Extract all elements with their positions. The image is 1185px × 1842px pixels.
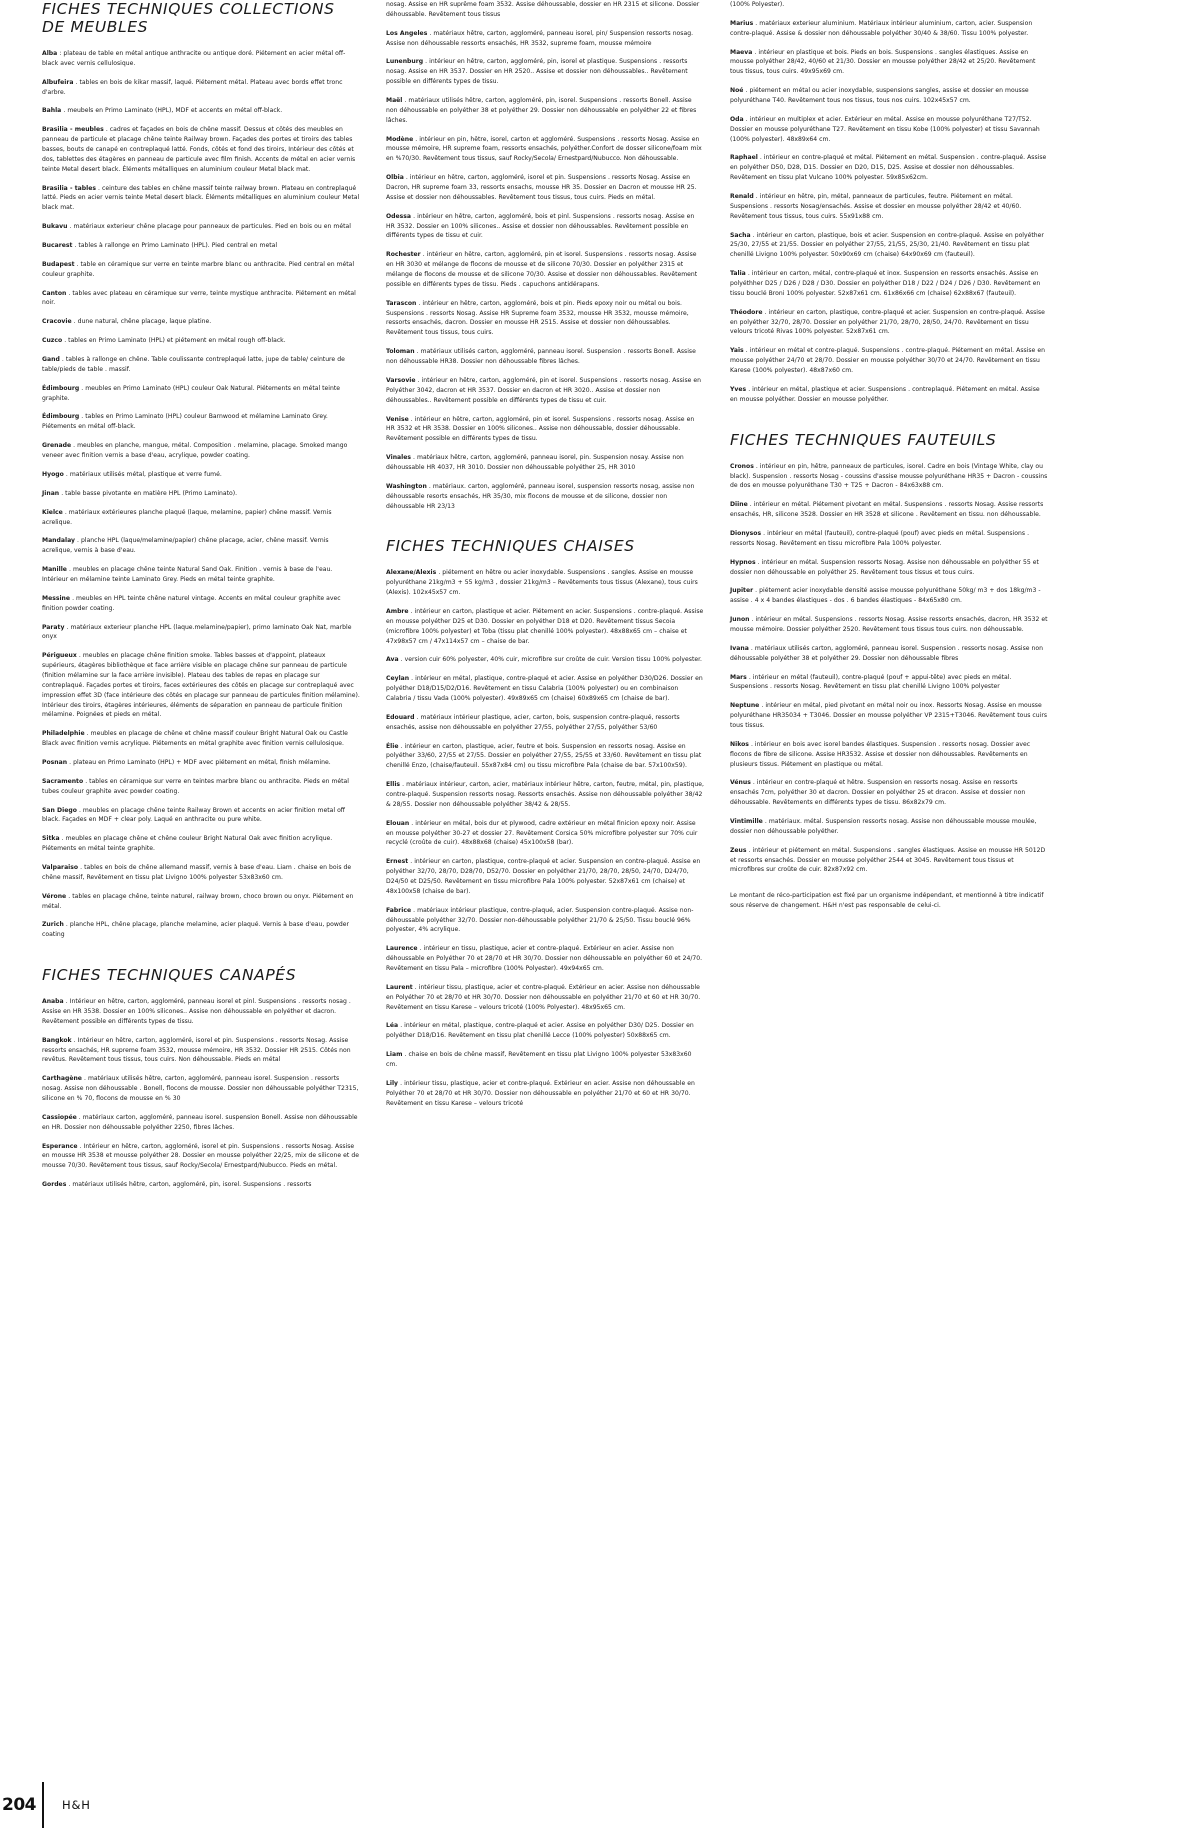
spec-entry-text: . intérieur en carton, plastique, bois et acier. Suspension en contre-plaqué. Assise en polyéther 25/30, 27/55 et 21/55. Dossier en polyéther 27/55, 21/55, 25/30, 21/40. Revêtement en tissu plat chenillé Livigno 100% polyester. 50x90x69 cm (chaise) 64x90x69 cm (fauteuil).: [730, 231, 1044, 259]
spec-entry-text: . meubels en Primo Laminato (HPL), MDF et accents en métal off-black.: [63, 107, 283, 115]
spec-entry-text: . intérieur en carton, plastique et acier. Piétement en acier. Suspensions . contre-plaqué. Assise en mousse polyéther D25 et D30. Dossier en polyéther D18 et D20. Revêtement tissus Secoia (microfibre 100% polyester) et Toba (tissu plat chenillé 100% polyester). 48x88x65 cm – chaise et 47x98x57 cm / 47x114x57 cm – chaise de bar.: [386, 607, 704, 645]
spec-entry-name: Sacha: [730, 231, 751, 239]
spec-entry-text: . intérieur en contre-plaqué et hêtre. Suspension en ressorts nosag. Assise en ressorts ensachés 7cm, polyéther 30 et dacron. Dossier en polyéther 25 et dracon. Assise et dossier non déhoussable. Revêtements en différents types de tissu. 86x82x79 cm.: [730, 779, 1026, 807]
spec-entry-text: . intérieur en métal, plastique et acier. Suspensions . contreplaqué. Piétement en métal. Assise en mousse polyéther. Dossier en mousse polyéther.: [730, 385, 1040, 403]
spec-entry-text: . matériaux intérieur, carton, acier, matériaux intérieur hêtre, carton, feutre, métal, pin, plastique, contre-plaqué. Suspension ressorts nosag. Ressorts ensachés. Assise non déhoussable polyéther 38/42 & 28/55. Dossier non déhoussable polyéther 38/42 & 28/55.: [386, 781, 704, 808]
spec-entry-name: Cassiopée: [42, 1113, 77, 1121]
spec-entry-name: Albufeira: [42, 78, 74, 86]
spec-entry: [386, 96, 704, 126]
spec-entry-text: . intérieur en pin, hêtre, panneaux de particules, isorel. Cadre en bois (Vintage White, clay ou black). Suspension . ressorts Nosag - coussins d'assise mousse polyuréthane HR35 + Dacron - coussins de dos en mousse polyuréthane T30 + T25 + Dacron - 84x63x88 cm.: [730, 462, 1048, 490]
spec-entry: [730, 0, 1048, 10]
spec-entry-name: Carthagène: [42, 1075, 82, 1083]
spec-entry: [386, 742, 704, 772]
spec-entry-text: . tables à rallonge en chêne. Table coulissante contreplaqué latte, jupe de table/ ceinture de table/pieds de table . massif.: [42, 356, 345, 373]
spec-entry-name: Tarascon: [386, 299, 417, 307]
spec-entry-text: . intérieur en métal, pied pivotant en métal noir ou inox. Ressorts Nosag. Assise en mousse polyuréthane HR35034 + T3046. Dossier en mousse polyéther VP 2315+T3046. Revêtement tous cuirs tous tissus.: [730, 702, 1048, 729]
spec-entry-text: . matériaux exterieur chêne placage pour panneaux de particules. Pied en bois ou en métal: [69, 223, 351, 231]
meubles-entry-list: [42, 49, 360, 940]
section-title-chaises: FICHES TECHNIQUES CHAISES: [386, 537, 635, 556]
spec-entry-name: Laurent: [386, 983, 413, 991]
spec-entry-name: Léa: [386, 1022, 399, 1030]
spec-entry: [386, 173, 704, 203]
spec-entry: [730, 673, 1048, 693]
spec-entry-name: Renald: [730, 193, 754, 201]
spec-entry: [386, 299, 704, 338]
spec-entry-name: Grenade: [42, 442, 72, 450]
spec-entry-text: . matériaux carton, aggloméré, panneau isorel. suspension Bonell. Assise non déhoussable en HR. Dossier non déhoussable polyéther 2250, fibres lâches.: [42, 1113, 358, 1131]
spec-entry-name: Los Angeles: [386, 29, 428, 37]
spec-entry-name: Rochester: [386, 251, 421, 259]
spec-entry: [386, 57, 704, 87]
spec-entry-text: . intérieur en tissu, plastique, acier et contre-plaqué. Extérieur en acier. Assise non déhoussable en Polyéther 70 et 28/70 et HR 30/70. Dossier non déhoussable en polyéther 60 et 24/70. Revêtement en tissu Pala – microfibre (100% Polyester). 49x94x65 cm.: [386, 945, 703, 973]
spec-entry-text: . intérieur en carton, plastique, acier, feutre et bois. Suspension en ressorts nosag. Assise en polyéther 33/60, 27/55 et 27/55. Dossier en polyéther 27/55, 25/55 et 33/60. Revêtement en tissu plat chenillé Enzo, (chaise/fauteuil. 55x87x84 cm) ou tissu microfibre Pala (chaise de bar. 57x100x59).: [386, 742, 702, 770]
spec-entry: [386, 857, 704, 896]
spec-entry-name: Elouan: [386, 819, 410, 827]
spec-entry-text: . meubles en Primo Laminato (HPL) couleur Oak Natural. Piétements en métal teinte graphite.: [42, 384, 341, 402]
spec-entry-name: Bukavu: [42, 223, 68, 231]
eco-participation-disclaimer: Le montant de réco-participation est fixé par un organisme indépendant, et mentionné à titre indicatif sous réserve de changement. H&H n'est pas responsable de celui-ci.: [730, 892, 1044, 910]
spec-entry-name: Noé: [730, 87, 744, 95]
spec-entry: [42, 806, 360, 826]
spec-entry: [730, 153, 1048, 183]
spec-entry-text: . planche HPL (laque/melamine/papier) chêne placage, acier, chêne massif. Vernis acrelique, vernis à base d'eau.: [42, 537, 329, 555]
spec-entry: [730, 462, 1048, 492]
spec-entry-name: Olbia: [386, 174, 404, 182]
spec-entry-text: . meubles en placage de chêne et chêne massif couleur Bright Natural Oak ou Castle Black avec finition vernis acrylique. Piétements en métal graphite avec finition vernis cellulosique.: [42, 730, 348, 748]
page-number: 204: [2, 1795, 36, 1815]
spec-entry-text: . matériaux intérieur plastique, acier, carton, bois, suspension contre-plaqué, ressorts ensachés, assise non déhoussable en polyéther 27/55, polyéther 27/55, polyéther 53/60: [386, 713, 680, 731]
spec-entry-name: Modène: [386, 135, 414, 143]
spec-entry: [730, 500, 1048, 520]
spec-entry: [386, 0, 704, 20]
spec-entry-name: Zurich: [42, 921, 64, 929]
spec-entry-name: Bucarest: [42, 242, 73, 250]
spec-entry-text: . matériaux hêtre, carton, aggloméré, panneau isorel, pin/ Suspension ressorts nosag. Assise non déhoussable ressorts ensachés, HR 3532, supreme foam, mousse mémoire: [386, 29, 694, 47]
spec-entry: [42, 1180, 360, 1190]
spec-entry-name: Cronos: [730, 462, 754, 470]
spec-entry-text: . tables en bois de kikar massif, laqué. Piétement métal. Plateau avec bords effet tronc d'arbre.: [42, 78, 343, 96]
spec-entry-text: . intérieur en hêtre, carton, aggloméré, bois et pin. Pieds epoxy noir ou métal ou bois. Suspensions . ressorts Nosag. Assise HR Supreme foam 3532, mousse HR 3532, mousse mémoire, ressorts ensachés, dacron. Dossier en mousse HR 2515. Assise et dossier non déhoussables. Revêtement tous tissus, tous cuirs.: [386, 299, 689, 337]
spec-entry-name: Ava: [386, 656, 399, 664]
spec-entry: [386, 983, 704, 1013]
spec-entry-name: Junon: [730, 616, 750, 624]
spec-entry-name: Canton: [42, 289, 67, 297]
spec-entry: [730, 529, 1048, 549]
spec-entry: [42, 384, 360, 404]
spec-entry: [42, 336, 360, 346]
spec-entry-text: . matériaux. métal. Suspension ressorts nosag. Assise non déhoussable mousse moulée, dossier non déhoussable polyéther.: [730, 817, 1037, 835]
spec-entry: [730, 385, 1048, 405]
spec-entry-text: . matériaux. carton, aggloméré, panneau isorel, suspension ressorts nosag, assise non déhoussable resorts ensachés, HR 35/30, mix flocons de mousse et de silicone, dossier non déhoussable HR 23/13: [386, 482, 695, 510]
spec-entry-text: . tables avec plateau en céramique sur verre, teinte mystique anthracite. Piétement en métal noir.: [42, 289, 356, 307]
spec-entry: [42, 470, 360, 480]
spec-entry-name: Raphael: [730, 154, 758, 162]
spec-entry-text: . intérieur en pin, hêtre, isorel, carton et aggloméré. Suspensions . ressorts Nosag. Assise en mousse mémoire, HR supreme foam, ressorts ensachés, polyéther.Confort de dosser silicone/foam mix en %70/30. Revêtement tous tissus, sauf Rocky/Secola/ Ernestpard/Nubucco. Non déhoussable.: [386, 135, 702, 163]
fauteuils-entry-list: [730, 462, 1048, 876]
spec-entry-name: Liam: [386, 1051, 403, 1059]
spec-entry-name: Vénus: [730, 779, 751, 787]
spec-entry-name: Édimbourg: [42, 384, 80, 392]
spec-entry: [42, 1074, 360, 1104]
spec-entry-name: Cracovie: [42, 318, 72, 326]
footer-divider: [42, 1782, 44, 1828]
spec-entry-name: Yves: [730, 385, 747, 393]
spec-entry: [42, 997, 360, 1027]
spec-entry: [42, 125, 360, 174]
footer-inner: [0, 1782, 91, 1828]
spec-entry-name: Esperance: [42, 1142, 78, 1150]
spec-entry-name: Vintimille: [730, 817, 763, 825]
spec-entry-name: Laurence: [386, 945, 418, 953]
spec-entry-text: . intérieur en hêtre, carton, aggloméré, pin et isorel. Suspensions . ressorts nosag. Assise en HR 3030 et mélange de flocons de mousse et de silicone 70/30. Dossier en polyéther 2315 et mélange de flocons de mousse et de silicone 70/30. Assise et dossier non déhoussables. Revêtement possible en différents types de tissu. Pieds . capuchons antidérapans.: [386, 251, 698, 288]
spec-entry-text: . table en céramique sur verre en teinte marbre blanc ou anthracite. Pied central en métal couleur graphite.: [42, 260, 355, 278]
spec-entry-name: Yaïs: [730, 347, 744, 355]
spec-entry-text: . meubles en placage chêne et chêne couleur Bright Natural Oak avec finition acrylique. Piétements en métal teinte graphite.: [42, 835, 333, 853]
spec-entry-name: Nikos: [730, 740, 749, 748]
spec-entry-name: Posnan: [42, 758, 68, 766]
spec-entry-text: . matériaux hêtre, carton, aggloméré, panneau isorel, pin. Suspension nosay. Assise non déhoussable HR 4037, HR 3010. Dossier non déhoussable polyéther 25, HR 3010: [386, 454, 684, 471]
spec-entry: [730, 115, 1048, 145]
spec-entry: [42, 565, 360, 585]
spec-entry-name: Oda: [730, 115, 744, 123]
spec-entry: [386, 674, 704, 704]
spec-entry: [42, 594, 360, 614]
column-2: [386, 0, 704, 1117]
spec-entry: [730, 48, 1048, 78]
spec-entry-text: . planche HPL, chêne placage, planche melamine, acier plaqué. Vernis à base d'eau, powder coating: [42, 921, 350, 939]
spec-entry-text: . piétement en métal ou acier inoxydable, suspensions sangles, assise et dossier en mousse polyuréthane T40. Revêtement tous nos tissus, tous nos cuirs. 102x45x57 cm.: [730, 87, 1029, 105]
spec-entry: [42, 777, 360, 797]
spec-entry-name: Valparaiso: [42, 863, 79, 871]
canapes-entry-list: [42, 997, 360, 1190]
spec-entry: [730, 86, 1048, 106]
spec-entry-name: Venise: [386, 415, 409, 423]
spec-entry-name: Toloman: [386, 348, 415, 356]
spec-entry-text: . tables en Primo Laminato (HPL) et piétement en métal rough off-black.: [64, 337, 286, 345]
spec-entry-name: Sacramento: [42, 777, 84, 785]
spec-entry: [42, 863, 360, 883]
spec-entry-text: . matériaux utilisés hêtre, carton, aggloméré, panneau isorel. Suspension . ressorts nosag. Assise non déhoussable . Bonell, flocons de mousse. Dossier non déhoussable polyéther T2315, silicone en % 70, flocons de mousse en % 30: [42, 1075, 359, 1103]
spec-entry-text: . chaise en bois de chêne massif, Revêtement en tissu plat Livigno 100% polyester 53x83x60 cm.: [386, 1051, 692, 1069]
spec-entry-text: . plateau en Primo Laminato (HPL) + MDF avec piétement en métal, finish mélamine.: [69, 758, 331, 766]
spec-entry: [42, 222, 360, 232]
spec-entry: [730, 586, 1048, 606]
spec-entry-text: . intérieur tissu, plastique, acier et contre-plaqué. Extérieur en acier. Assise non déhoussable en Polyéther 70 et 28/70 et HR 30/70. Dossier non déhoussable en polyéther 21/70 et 60 et HR 30/70. Revêtement en tissu Karese – velours tricoté (100% Polyester). 48x95x65 cm.: [386, 983, 701, 1011]
spec-entry-name: Ivana: [730, 644, 749, 652]
spec-entry-text: . meubles en HPL teinte chêne naturel vintage. Accents en métal couleur graphite avec finition powder coating.: [42, 594, 341, 612]
spec-entry: [42, 651, 360, 720]
spec-entry: [42, 623, 360, 643]
spec-entry: [42, 78, 360, 98]
spec-entry: [42, 412, 360, 432]
spec-entry: [42, 892, 360, 912]
spec-entry-text: . intérieur en métal et contre-plaqué. Suspensions . contre-plaqué. Piétement en métal. Assise en mousse polyéther 24/70 et 28/70. Dossier en mousse polyéther 30/70 et 24/70. Revêtement en tissu Karese (100% polyester). 48x87x60 cm.: [730, 347, 1045, 375]
spec-entry-text: . intérieur en bois avec isorel bandes élastiques. Suspension . ressorts nosag. Dossier avec flocons de fibre de silicone. Assise HR3532. Assise et dossier non déhoussables. Revêtements en plusieurs tissus. Piétement en plastique ou métal.: [730, 740, 1031, 768]
spec-entry-name: Édimbourg: [42, 413, 80, 421]
spec-entry-name: Ceylan: [386, 675, 410, 683]
spec-entry-name: Edouard: [386, 713, 415, 721]
spec-entry-name: Dionysos: [730, 529, 762, 537]
spec-entry: [42, 834, 360, 854]
spec-entry-name: Zeus: [730, 846, 747, 854]
spec-entry-text: . intérieur en métal (fauteuil), contre-plaqué (pouf + appui-tête) avec pieds en métal. Suspensions . ressorts Nosag. Revêtement en tissu plat chenillé Livigno 100% polyester: [730, 673, 1012, 691]
spec-entry: [730, 231, 1048, 261]
spec-entry-name: Cuzco: [42, 337, 63, 345]
spec-entry: [386, 250, 704, 289]
spec-entry-text: . version cuir 60% polyester, 40% cuir, microfibre sur croûte de cuir. Version tissu 100% polyester.: [400, 656, 702, 664]
spec-entry: [730, 346, 1048, 376]
spec-entry-name: Budapest: [42, 260, 75, 268]
spec-entry-text: . piétement en hêtre ou acier inoxydable. Suspensions . sangles. Assise en mousse polyuréthane 21kg/m3 + 55 kg/m3 , dossier 21kg/m3 – Revêtements tous tissus (Alexane), tous cuirs (Alexis). 102x45x57 cm.: [386, 569, 698, 597]
spec-entry: [42, 729, 360, 749]
spec-entry-name: Kielce: [42, 508, 63, 516]
spec-entry: [730, 740, 1048, 770]
spec-entry-name: Élie: [386, 742, 399, 750]
spec-entry-text: . intérieur en métal, bois dur et plywood, cadre extérieur en métal finicion epoxy noir. Assise en mousse polyéther 30-27 et dossier 27. Revêtement Corsica 50% microfibre polyester sur 70% cuir recyclé (croûte de cuir). 48x88x68 (chaise) 45x100x58 (bar).: [386, 819, 698, 847]
spec-entry-text: . matériaux exterieur aluminium. Matériaux intérieur aluminium, carton, acier. Suspension contre-plaqué. Assise & dossier non déhoussable polyéther 30/40 & 38/60. Tissu 100% polyester.: [730, 19, 1033, 37]
spec-entry: [386, 482, 704, 512]
spec-entry-name: Lily: [386, 1079, 399, 1087]
spec-entry: [42, 1142, 360, 1172]
spec-entry: [386, 415, 704, 445]
spec-entry-text: . tables en Primo Laminato (HPL) couleur Barnwood et mélamine Laminato Grey. Piétements en métal off-black.: [42, 413, 328, 431]
spec-entry-text: . table basse pivotante en matière HPL (Primo Laminato).: [61, 489, 238, 497]
spec-entry-text: . matériaux utilisés carton, aggloméré, panneau isorel. Suspension . ressorts Bonell. Assise non déhoussable HR38. Dossier non déhoussable fibres lâches.: [386, 348, 696, 366]
spec-entry-text: . cadres et façades en bois de chêne massif. Dessus et côtés des meubles en panneau de particule et placage chêne teinte Railway brown. Façades des portes et tiroirs des tables basses, bouts de canapé en contreplaqué latté. Fonds, côtés et fond des tiroirs, Intérieur des côtés et dos, tablettes des étagères en panneau de particule avec film finish. Accents de métal en acier vernis teinte Metal desert black. Éléments métalliques en aluminium couleur Metal black mat.: [42, 126, 356, 173]
spec-entry-text: . tables en placage chêne, teinte naturel, railway brown, choco brown ou onyx. Piétement en métal.: [42, 892, 354, 910]
spec-entry: [42, 536, 360, 556]
spec-entry: [386, 607, 704, 646]
spec-entry-name: Théodore: [730, 308, 763, 316]
spec-entry: [386, 135, 704, 165]
spec-entry-text: . intérieur en carton, métal, contre-plaqué et inox. Suspension en ressorts ensachés. Assise en polyéthher D25 / D26 / D28 / D30. Dossier en polyéther D18 / D22 / D24 / D26 / D30. Revêtement en tissu bouclé Broni 100% polyester. 52x87x61 cm. 61x86x66 cm (chaise) 62x88x67 (fauteuil).: [730, 270, 1041, 297]
spec-entry-text: . matériaux utilisés carton, aggloméré, panneau isorel. Suspension . ressorts nosag. Assise non déhoussable polyéther 38 et polyéther 29. Dossier non déhoussable fibres: [730, 644, 1043, 662]
section-title-fauteuils: FICHES TECHNIQUES FAUTEUILS: [730, 430, 997, 449]
spec-entry-name: Bahla: [42, 107, 62, 115]
spec-entry-name: Jinan: [42, 489, 60, 497]
spec-entry-text: . intérieur en hêtre, carton, aggloméré, pin et isorel. Suspensions . ressorts nosag. Assise en Polyéther 3042, dacron et HR 3537. Dossier en dacron et HR 3020.. Assise et dossier non déhoussables.. Revêtement possible en différents types de tissu et cuir.: [386, 376, 702, 404]
section-title-canapes: FICHES TECHNIQUES CANAPÉS: [42, 966, 297, 985]
spec-entry: [42, 184, 360, 214]
spec-entry-text: . matériaux intérieur plastique, contre-plaqué, acier. Suspension contre-plaqué. Assise non-déhoussable polyéther 32/70. Dossier non-déhoussable polyéther 21/70 & 25/50. Tissu bouclé 96% polyester, 4% acrylique.: [386, 906, 694, 934]
spec-entry-text: . meubles en placage chêne teinte Railway Brown et accents en acier finition metal off black. Façades en MDF + clear poly. Laqué en anthracite ou pure white.: [42, 806, 345, 824]
spec-entry: [730, 269, 1048, 299]
spec-entry-text: (100% Polyester).: [730, 1, 785, 8]
spec-entry-name: Vinales: [386, 454, 411, 462]
canapes-entry-list-cont: [386, 0, 704, 511]
spec-entry-name: Brasilia - tables: [42, 184, 96, 192]
spec-entry-name: Jupiter: [730, 587, 754, 595]
chaises-entry-list: [386, 568, 704, 1108]
spec-entry: [386, 212, 704, 242]
chaises-entry-list-cont: [730, 0, 1048, 405]
spec-entry-name: Messine: [42, 594, 71, 602]
spec-entry: [42, 441, 360, 461]
spec-entry: [42, 49, 360, 69]
spec-entry: [386, 819, 704, 849]
spec-entry-text: . intérieur en hêtre, carton, aggloméré, pin, isorel et plastique. Suspensions . ressorts nosag. Assise en HR 3537. Dossier en HR 2520.. Assise et dossier non déhoussables.. Revêtement possible en différents types de tissu.: [386, 58, 688, 86]
spec-entry: [386, 1079, 704, 1109]
spec-entry-name: Alexane/Alexis: [386, 569, 437, 577]
spec-entry-text: . intérieur et piétement en métal. Suspensions . sangles élastiques. Assise en mousse HR 5012D et ressorts ensachés. Dossier en mousse polyéther 2544 et 3045. Revêtement tous tissus et microfibres sur croûte de cuir. 82x87x92 cm.: [730, 846, 1046, 874]
spec-entry-text: . dune natural, chêne placage, laque platine.: [73, 318, 212, 326]
spec-entry-text: . intérieur en hêtre, carton, aggloméré, isorel et pin. Suspensions . ressorts Nosag. Assise en Dacron, HR supreme foam 33, ressorts ensachs, mousse HR 35. Dossier en Dacron et mousse HR 25. Assise et dossier non déhoussables. Revêtement tous tissus, tous cuirs. Pieds en métal.: [386, 174, 697, 201]
spec-entry: [730, 19, 1048, 39]
spec-entry: [42, 106, 360, 116]
page-columns: [42, 0, 1145, 1772]
spec-entry-name: Ernest: [386, 858, 409, 866]
spec-entry-name: Hypnos: [730, 558, 756, 566]
spec-entry: [42, 920, 360, 940]
spec-entry-text: . intérieur tissu, plastique, acier et contre-plaqué. Extérieur en acier. Assise non déhoussable en Polyéther 70 et 28/70 et HR 30/70. Dossier non déhoussable en polyéther 21/70 et 60 et HR 30/70. Revêtement en tissu Karese – velours tricoté: [386, 1079, 695, 1107]
spec-entry-text: . intérieur en contre-plaqué et métal. Piétement en métal. Suspension . contre-plaqué. Assise en polyéther D50, D28, D15. Dossier en D20, D15, D25. Assise et dossier non déhoussables. Revêtement en tissu plat Vulcano 100% polyester. 59x85x62cm.: [730, 154, 1047, 182]
spec-entry-text: . matériaux exterieur planche HPL (laque.melamine/papier), primo laminato Oak Nat, marble onyx: [42, 623, 352, 641]
spec-entry-name: San Diego: [42, 806, 77, 814]
spec-entry-text: . intérieur en métal. Suspension ressorts Nosag. Assise non déhoussable en polyéther 55 et dossier non déhoussable en polyéther 25. Revêtement tous tissus et tous cuirs.: [730, 558, 1039, 576]
spec-entry: [730, 308, 1048, 338]
spec-entry: [730, 615, 1048, 635]
spec-entry-text: . Intérieur en hêtre, carton, aggloméré, panneau isorel et pinl. Suspensions . ressorts nosag . Assise en HR 3538. Dossier en 100% silicones.. Assise non déhoussable en polyéther et dacron. Revêtement possible en différents types de tissu.: [42, 998, 351, 1025]
spec-entry: [42, 489, 360, 499]
spec-entry-text: . matériaux extérieures planche plaqué (laque, melamine, papier) chêne massif. Vernis acrelique.: [42, 508, 332, 526]
page-footer: [0, 1772, 1185, 1842]
spec-entry-name: Sitka: [42, 835, 60, 843]
spec-entry-text: . piétement acier inoxydable densité assise mousse polyuréthane 50kg/ m3 + dos 18kg/m3 - assise . 4 x 4 bandes élastiques - dos . 6 bandes élastiques - 84x65x80 cm.: [730, 587, 1041, 605]
spec-entry-name: Fabrice: [386, 906, 412, 914]
spec-entry-name: Mars: [730, 673, 747, 681]
spec-entry-text: . matériaux utilisés hêtre, carton, aggloméré, pin, isorel. Suspensions . ressorts Bonell. Assise non déhoussable en polyéther 38 et polyéther 29. Dossier non déhoussable en polyéther 22 et fibres lâches.: [386, 97, 697, 124]
spec-entry-text: nosag. Assise en HR suprême foam 3532. Assise déhoussable, dossier en HR 2315 et silicone. Dossier déhoussable. Revêtement tous tissus: [386, 1, 700, 18]
spec-entry-name: Diine: [730, 501, 748, 509]
spec-entry: [42, 355, 360, 375]
spec-entry: [386, 453, 704, 473]
spec-entry-text: . intérieur en métal. Piétement pivotant en métal. Suspensions . ressorts Nosag. Assise ressorts ensachés, HR, silicone 3528. Dossier en HR 3528 et silicone . Revêtement en tissu. non déhoussable.: [730, 501, 1044, 519]
spec-entry-text: : plateau de table en métal antique anthracite ou antique doré. Piétement en acier métal off-black avec vernis cellulosique.: [42, 50, 346, 67]
spec-entry-text: . tables en céramique sur verre en teintes marbre blanc ou anthracite. Pieds en métal tubes couleur graphite avec powder coating.: [42, 777, 349, 795]
spec-entry: [730, 846, 1048, 876]
section-title-meubles: FICHES TECHNIQUES COLLECTIONS DE MEUBLES: [42, 0, 335, 36]
spec-entry-name: Gand: [42, 356, 60, 364]
spec-entry-text: . intérieur en multiplex et acier. Extérieur en métal. Assise en mousse polyuréthane T27/T52. Dossier en mousse polyuréthane T27. Revêtement en tissu Kobe (100% polyester) et tissu Savannah (100% polyester). 48x89x64 cm.: [730, 115, 1040, 143]
spec-entry: [42, 758, 360, 768]
spec-entry: [386, 1050, 704, 1070]
spec-entry-text: . matériaux utilisés métal, plastique et verre fumé.: [65, 470, 222, 478]
spec-entry-name: Maeva: [730, 48, 753, 56]
spec-entry-text: . intérieur en hêtre, pin, métal, panneaux de particules, feutre. Piétement en métal. Suspensions . ressorts Nosag/ensachés. Assise et dossier en mousse polyéther 28/42 et 40/60. Revêtement tous tissus, tous cuirs. 55x91x88 cm.: [730, 193, 1022, 220]
column-3: [730, 0, 1048, 920]
spec-entry: [386, 347, 704, 367]
spec-entry: [42, 289, 360, 309]
spec-entry-name: Ellis: [386, 781, 401, 789]
spec-entry-text: . intérieur en métal, plastique, contre-plaqué et acier. Assise en polyéther D30/D26. Dossier en polyéther D18/D15/D2/D16. Revêtement en tissu Calabria (100% polyester) ou en combinaison Calabria / tissu Vada (100% polyester). 49x89x65 cm (chaise) 60x89x65 cm (chaise de bar).: [386, 675, 703, 702]
spec-entry-name: Périgueux: [42, 652, 77, 660]
spec-entry: [42, 317, 360, 327]
spec-entry: [42, 1036, 360, 1066]
spec-entry-name: Brasilia - meubles: [42, 126, 104, 134]
spec-entry-text: . intérieur en hêtre, carton, aggloméré, bois et pinl. Suspensions . ressorts nosag. Assise en HR 3532. Dossier en 100% silicones.. Assise et dossier non déhoussables. Revêtement possible en différents types de tissu et cuir.: [386, 212, 695, 240]
spec-entry-name: Washington: [386, 482, 427, 490]
spec-entry-text: . ceinture des tables en chêne massif teinte railway brown. Plateau en contreplaqué latté. Pieds en acier vernis teinte Metal desert black. Éléments métalliques en aluminium couleur Metal black mat.: [42, 184, 360, 212]
spec-entry-name: Alba: [42, 50, 58, 57]
spec-entry: [386, 568, 704, 598]
spec-entry-text: . meubles en placage chêne teinte Natural Sand Oak. Finition . vernis à base de l'eau. Intérieur en mélamine teinte Laminato Grey. Pieds en métal teinte graphite.: [42, 566, 333, 583]
spec-entry: [730, 817, 1048, 837]
spec-entry-text: . matériaux utilisés hêtre, carton, aggloméré, pin, isorel. Suspensions . ressorts: [68, 1181, 312, 1189]
spec-entry-name: Bangkok: [42, 1036, 72, 1044]
spec-entry-name: Paraty: [42, 623, 65, 631]
spec-entry: [730, 701, 1048, 731]
spec-entry-text: . meubles en placage chêne finition smoke. Tables basses et d'appoint, plateaux supérieurs, étagères bibliothèque et face arrière visible en placage chêne sur panneau de particule (finition mélamine sur la face arrière invisible). Plateau des tables de repas en placage sur contreplaqué. Façades portes et tiroirs, faces extérieures des côtés en placage sur contreplaqué avec impression effet 3D (face intérieure des côtés en placage sur panneau de particules finition mélamine). Intérieur des tiroirs, étagères intérieures, éléments de séparation en panneau de particule finition mélamine. Poignées et pieds en métal.: [42, 652, 360, 719]
spec-entry: [386, 713, 704, 733]
spec-entry-text: . intérieur en métal, plastique, contre-plaqué et acier. Assise en polyéther D30/ D25. Dossier en polyéther D18/D16. Revêtement en tissu plat chenillé Lecce (100% polyester) 50x88x65 cm.: [386, 1022, 694, 1040]
spec-entry: [386, 944, 704, 974]
spec-entry-text: . meubles en planche, mangue, métal. Composition . melamine, placage. Smoked mango veneer avec finition vernis a base d'eau, acrylique, powder coating.: [42, 442, 348, 460]
spec-entry-name: Hyogo: [42, 470, 64, 478]
footer-brand: H&H: [62, 1798, 91, 1812]
spec-entry-name: Vérone: [42, 892, 67, 900]
spec-entry-text: . tables en bois de chêne allemand massif, vernis à base d'eau. Liam . chaise en bois de chêne massif, Revêtement en tissu plat Livigno 100% polyester 53x83x60 cm.: [42, 863, 352, 881]
spec-entry-name: Manille: [42, 566, 67, 574]
spec-entry: [386, 1021, 704, 1041]
spec-entry-name: Maël: [386, 97, 403, 105]
spec-entry-text: . tables à rallonge en Primo Laminato (HPL). Pied central en metal: [74, 242, 278, 250]
spec-entry-text: . intérieur en plastique et bois. Pieds en bois. Suspensions . sangles élastiques. Assise en mousse polyéther 28/42, 40/60 et 21/30. Dossier en mousse polyéther 28/42 et 25/20. Revêtement tous tissus, tous cuirs. 49x95x69 cm.: [730, 48, 1036, 76]
spec-entry-text: . intérieur en hêtre, carton, aggloméré, pin et isorel. Suspensions . ressorts nosag. Assise en HR 3532 et HR 3538. Dossier en 100% silicones.. Assise non déhoussable, dossier déhoussable. Revêtement possible en différents types de tissu.: [386, 415, 695, 443]
spec-entry-text: . intérieur en métal. Suspensions . ressorts Nosag. Assise ressorts ensachés, dacron, HR 3532 et mousse mémoire. Dossier polyéther 2520. Revêtement tous tissus tous cuirs. non déhoussable.: [730, 616, 1048, 633]
spec-entry-text: . intérieur en carton, plastique, contre-plaqué et acier. Suspension en contre-plaqué. Assise en polyéther 32/70, 28/70, D28/70, D52/70. Dossier en polyéther 21/70, 28/70, 28/50, 24/70, D24/70, D24/50 et D25/50. Revêtement en tissu microfibre Pala 100% polyester. 52x87x61 cm (chaise) et 48x100x58 (chaise de bar).: [386, 858, 701, 895]
spec-entry: [42, 241, 360, 251]
spec-entry: [730, 558, 1048, 578]
spec-entry: [42, 508, 360, 528]
spec-entry-name: Talia: [730, 270, 746, 278]
spec-entry-text: . intérieur en carton, plastique, contre-plaqué et acier. Suspension en contre-plaqué. Assise en polyéther 32/70, 28/70. Dossier en polyéther 21/70, 28/70, 28/50, 24/70. Revêtement en tissu velours tricoté Rivas 100% polyester. 52x87x61 cm.: [730, 308, 1045, 336]
spec-entry-name: Anaba: [42, 998, 64, 1006]
spec-entry-name: Lunenburg: [386, 58, 424, 66]
spec-entry-name: Mandalay: [42, 537, 75, 545]
spec-entry: [42, 1113, 360, 1133]
spec-entry: [730, 778, 1048, 808]
spec-entry-text: . Intérieur en hêtre, carton, aggloméré, isorel et pin. Suspensions . ressorts Nosag. Assise ressorts ensachés, HR supreme foam 3532, mousse mémoire, HR 3532. Dossier HR 2515. Côtés non revêtus. Revêtement tous tissus, tous cuirs. Non déhoussable. Pieds en métal: [42, 1036, 351, 1064]
spec-entry-name: Marius: [730, 19, 754, 27]
spec-entry-name: Gordes: [42, 1181, 67, 1189]
spec-entry: [386, 780, 704, 810]
spec-entry: [386, 906, 704, 936]
spec-entry-name: Odessa: [386, 212, 412, 220]
spec-entry: [386, 29, 704, 49]
spec-entry-name: Ambre: [386, 607, 409, 615]
spec-entry-name: Neptune: [730, 702, 760, 710]
spec-entry: [386, 376, 704, 406]
spec-entry-text: . intérieur en métal (fauteuil), contre-plaqué (pouf) avec pieds en métal. Suspensions . ressorts Nosag. Revêtement en tissu microfibre Pala 100% polyester.: [730, 529, 1030, 547]
spec-entry: [42, 260, 360, 280]
spec-entry-name: Philadelphie: [42, 730, 85, 738]
spec-entry: [386, 655, 704, 665]
spec-entry: [730, 192, 1048, 222]
spec-entry-text: . Intérieur en hêtre, carton, aggloméré, isorel et pin. Suspensions . ressorts Nosag. Assise en mousse HR 3538 et mousse polyéther 28. Dossier en mousse polyéther 22/25, mix de silicone et de mousse 70/30. Revêtement tous tissus, sauf Rocky/Secola/ Ernestpard/Nubucco. Pieds en métal.: [42, 1142, 359, 1170]
spec-entry: [730, 644, 1048, 664]
column-1: [42, 0, 360, 1199]
spec-entry-name: Varsovie: [386, 376, 416, 384]
